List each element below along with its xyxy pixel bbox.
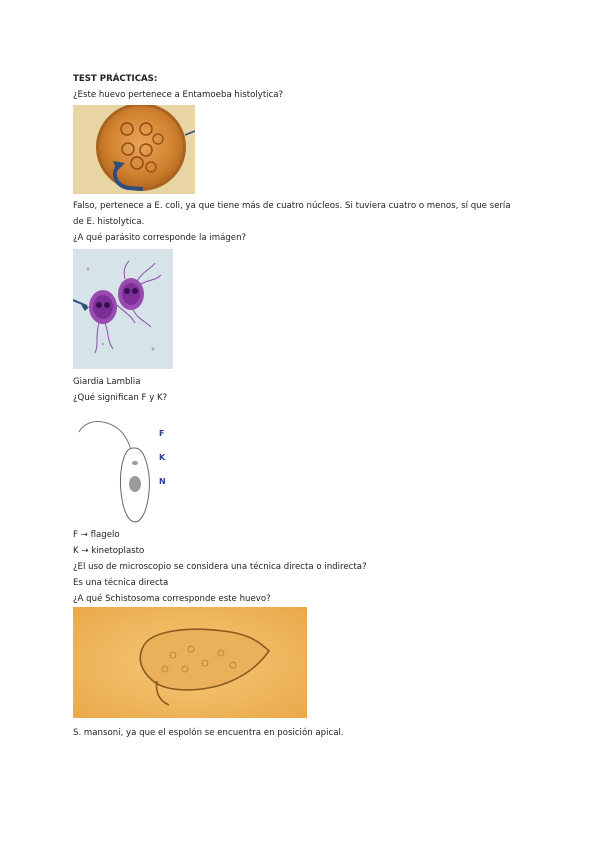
answer-1-line-1: Falso, pertenece a E. coli, ya que tiene más de cuatro núcleos. Si tuviera cuatro o menos, sí que sería	[73, 201, 511, 211]
giardia-photo	[73, 249, 173, 369]
answer-2: Giardia Lamblia	[73, 377, 141, 387]
schistosoma-egg-photo	[73, 607, 307, 718]
label-k: K	[159, 453, 166, 462]
question-2: ¿A qué parásito corresponde la imágen?	[73, 233, 247, 243]
answer-1-line-2: de E. histolytica.	[73, 217, 145, 227]
answer-4: Es una técnica directa	[73, 578, 169, 588]
label-n: N	[159, 477, 166, 486]
page-title: TEST PRÁCTICAS:	[73, 74, 158, 84]
cyst-photo	[73, 105, 195, 194]
question-4: ¿El uso de microscopio se considera una técnica directa o indirecta?	[73, 562, 367, 572]
answer-5: S. mansoni, ya que el espolón se encuentra en posición apical.	[73, 728, 344, 738]
answer-3-line-2: K → kinetoplasto	[73, 546, 145, 556]
question-5: ¿A qué Schistosoma corresponde este huevo?	[73, 594, 271, 604]
question-3: ¿Qué significan F y K?	[73, 393, 168, 403]
answer-3-line-1: F → flagelo	[73, 530, 120, 540]
flagellate-diagram	[73, 412, 183, 524]
question-1: ¿Este huevo pertenece a Entamoeba histolytica?	[73, 90, 284, 100]
label-f: F	[159, 429, 165, 438]
